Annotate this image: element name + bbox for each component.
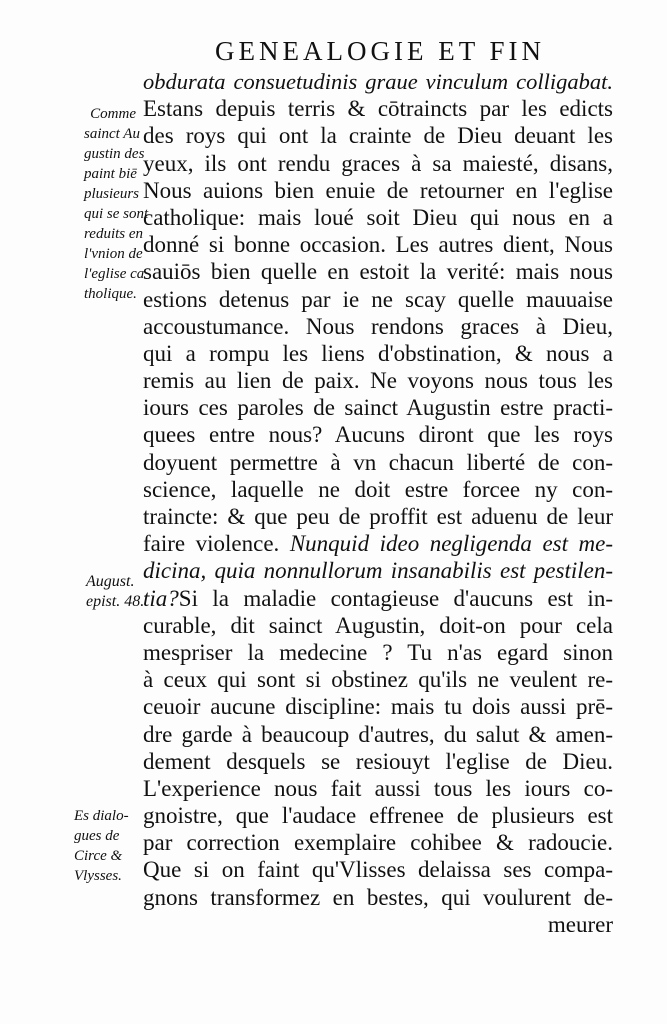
text-line: [143, 530, 613, 557]
margin-note-line: plusieurs: [84, 186, 140, 202]
text-run: tia?: [143, 585, 179, 611]
margin-note-line: epist. 48.: [86, 593, 145, 610]
text-line: Nous auions bien enuie de retourner en l'eglise: [143, 177, 613, 203]
margin-note-line: gustin des: [84, 146, 145, 162]
text-run: Nunquid ideo negligenda est me-: [289, 531, 613, 557]
text-line: quees entre nous? Aucuns diront que les roys: [143, 422, 613, 448]
text-line: dre garde à beaucoup d'autres, du salut & amen-: [143, 721, 613, 747]
text-line: [143, 585, 613, 612]
text-line: yeux, ils ont rendu graces à sa maiesté, disans,: [143, 150, 613, 176]
margin-note-line: tholique.: [84, 286, 137, 302]
margin-note-line: August.: [86, 573, 135, 590]
margin-note-augustine: [84, 104, 148, 304]
margin-note-line: paint biē: [84, 166, 137, 182]
text-line: donné si bonne occasion. Les autres dient, Nous: [143, 232, 613, 258]
text-line: Que si on faint qu'Vlisses delaissa ses compa-: [143, 857, 613, 883]
text-run: Si la maladie contagieuse d'aucuns est in-: [178, 585, 613, 611]
margin-note-line: Vlysses.: [74, 868, 122, 884]
text-line: Estans depuis terris & cōtraincts par les edicts: [143, 96, 613, 122]
text-line: iours ces paroles de sainct Augustin estre practi-: [143, 395, 613, 421]
text-line: L'experience nous fait aussi tous les iours co-: [143, 775, 613, 801]
margin-note-epistle: [86, 572, 144, 612]
text-line: gnons transformez en bestes, qui voulurent de-: [143, 884, 613, 910]
text-line: curable, dit sainct Augustin, doit-on pour cela: [143, 612, 613, 638]
margin-note-line: Circe &: [74, 848, 123, 864]
text-line: par correction exemplaire cohibee & radoucie.: [143, 830, 613, 856]
text-line: ceuoir aucune discipline: mais tu dois aussi prē-: [143, 694, 613, 720]
margin-note-line: gues de: [74, 828, 120, 844]
text-line: des roys qui ont la crainte de Dieu deuant les: [143, 123, 613, 149]
text-line: estions detenus par ie ne scay quelle mauuaise: [143, 286, 613, 312]
text-line: [143, 68, 613, 95]
text-line: catholique: mais loué soit Dieu qui nous en a: [143, 204, 613, 230]
text-line: gnoistre, que l'audace effrenee de plusieurs est: [143, 803, 613, 829]
margin-note-dialogues: [74, 806, 129, 886]
margin-note-line: Comme: [90, 106, 136, 122]
text-line: science, laquelle ne doit estre forcee ny con-: [143, 476, 613, 502]
text-line: dement desquels se resiouyt l'eglise de Dieu.: [143, 748, 613, 774]
text-line: dicina, quia nonnullorum insanabilis est pestilen-: [143, 558, 613, 584]
text-line: trainctе: & que peu de proffit est aduenu de leur: [143, 504, 613, 529]
margin-note-line: reduits en: [84, 226, 144, 242]
text-run: obdurata consuetudinis graue vinculum colligabat.: [143, 69, 613, 94]
text-line: remis au lien de paix. Ne voyons nous tous les: [143, 368, 613, 394]
margin-note-line: sainct Au: [84, 126, 140, 142]
text-line: mespriser la medecine ? Tu n'as egard sinon: [143, 639, 613, 665]
text-line: accoustumance. Nous rendons graces à Dieu,: [143, 313, 613, 339]
running-head: GENEALOGIE ET FIN: [215, 36, 545, 66]
text-run: faire violence.: [143, 531, 290, 557]
catchword: meurer: [547, 911, 613, 937]
text-line: sauiōs bien quelle en estoit la verité: mais nous: [143, 259, 613, 285]
text-line: doyuent permettre à vn chacun liberté de con-: [143, 449, 613, 475]
margin-note-line: qui se sont: [84, 206, 149, 222]
text-line: à ceux qui sont si obstinez qu'ils ne veulent re-: [143, 667, 613, 693]
margin-note-line: l'vnion de: [84, 246, 143, 262]
main-text-block: [143, 68, 613, 938]
margin-note-line: Es dialo-: [74, 808, 129, 824]
margin-note-line: l'eglise ca: [84, 266, 145, 282]
text-line: qui a rompu les liens d'obstination, & nous a: [143, 340, 613, 366]
